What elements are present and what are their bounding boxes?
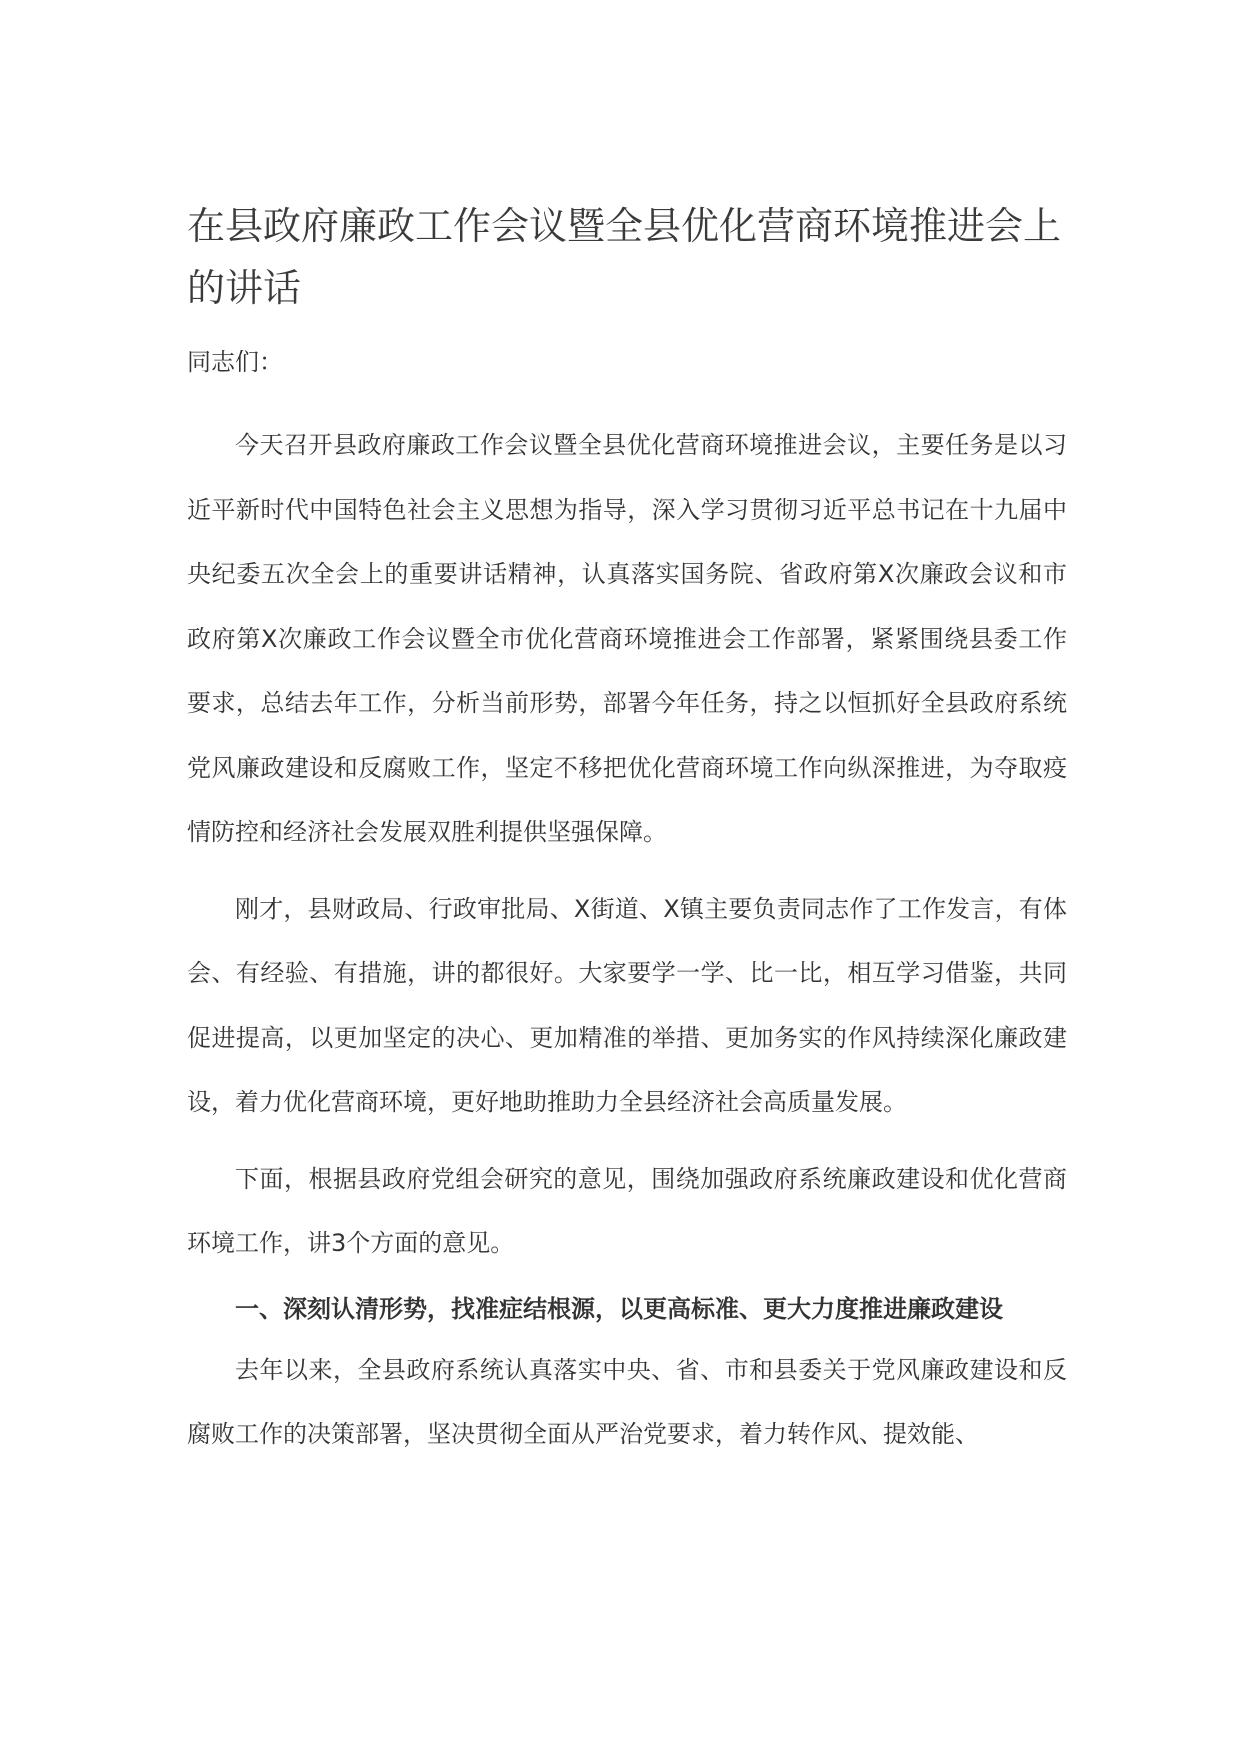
- section-heading-1: 一、深刻认清形势，找准症结根源，以更高标准、更大力度推进廉政建设: [235, 1294, 1003, 1323]
- document-title: 在县政府廉政工作会议暨全县优化营商环境推进会上的讲话: [187, 204, 1062, 310]
- section-1-paragraph: 去年以来，全县政府系统认真落实中央、省、市和县委关于党风廉政建设和反腐败工作的决策部署，坚决贯彻全面从严治党要求，着力转作风、提效能、: [187, 1355, 1067, 1448]
- paragraph-speakers: 刚才，县财政局、行政审批局、X街道、X镇主要负责同志作了工作发言，有体会、有经验、有措施，讲的都很好。大家要学一学、比一比，相互学习借鉴，共同促进提高，以更加坚定的决心、更加精准的举措、更加务实的作风持续深化廉政建设，着力优化营商环境，更好地助推助力全县经济社会高质量发展。: [187, 894, 1067, 1116]
- paragraph-opening: 今天召开县政府廉政工作会议暨全县优化营商环境推进会议，主要任务是以习近平新时代中国特色社会主义思想为指导，深入学习贯彻习近平总书记在十九届中央纪委五次全会上的重要讲话精神，认真落实国务院、省政府第X次廉政会议和市政府第X次廉政工作会议暨全市优化营商环境推进会工作部署，紧紧围绕县委工作要求，总结去年工作，分析当前形势，部署今年任务，持之以恒抓好全县政府系统党风廉政建设和反腐败工作，坚定不移把优化营商环境工作向纵深推进，为夺取疫情防控和经济社会发展双胜利提供坚强保障。: [187, 431, 1067, 846]
- document-page: [187, 195, 1067, 1467]
- salutation: 同志们：: [187, 348, 283, 376]
- paragraph-outline: 下面，根据县政府党组会研究的意见，围绕加强政府系统廉政建设和优化营商环境工作，讲3个方面的意见。: [187, 1164, 1067, 1257]
